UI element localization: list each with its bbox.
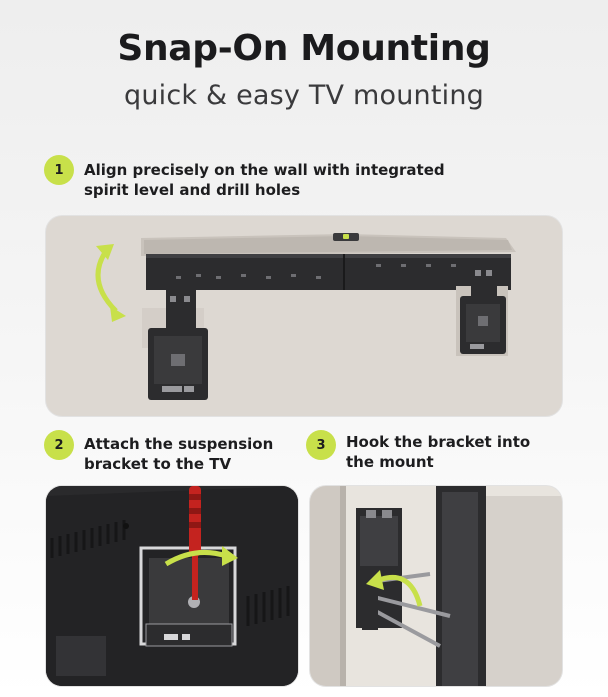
step-2-badge: 2 — [44, 430, 74, 460]
page-title: Snap-On Mounting — [117, 28, 491, 69]
step-2-text-line2: bracket to the TV — [84, 455, 232, 473]
step-1-image-wall-rail — [46, 216, 562, 416]
step-2-image-screwdriver — [46, 486, 298, 686]
step-1-text-line2: spirit level and drill holes — [84, 181, 301, 199]
page-subtitle: quick & easy TV mounting — [124, 80, 484, 111]
step-1-badge: 1 — [44, 155, 74, 185]
step-3-badge: 3 — [306, 430, 336, 460]
step-3-text — [346, 432, 530, 472]
step-1-text — [84, 160, 445, 200]
step-3-text-line2: the mount — [346, 453, 434, 471]
step-1-text-line1: Align precisely on the wall with integrated — [84, 161, 445, 179]
step-3-text-line1: Hook the bracket into — [346, 433, 531, 451]
step-2-text-line1: Attach the suspension — [84, 435, 274, 453]
step-3-image-hook-bracket — [310, 486, 562, 686]
step-2-text — [84, 434, 273, 474]
